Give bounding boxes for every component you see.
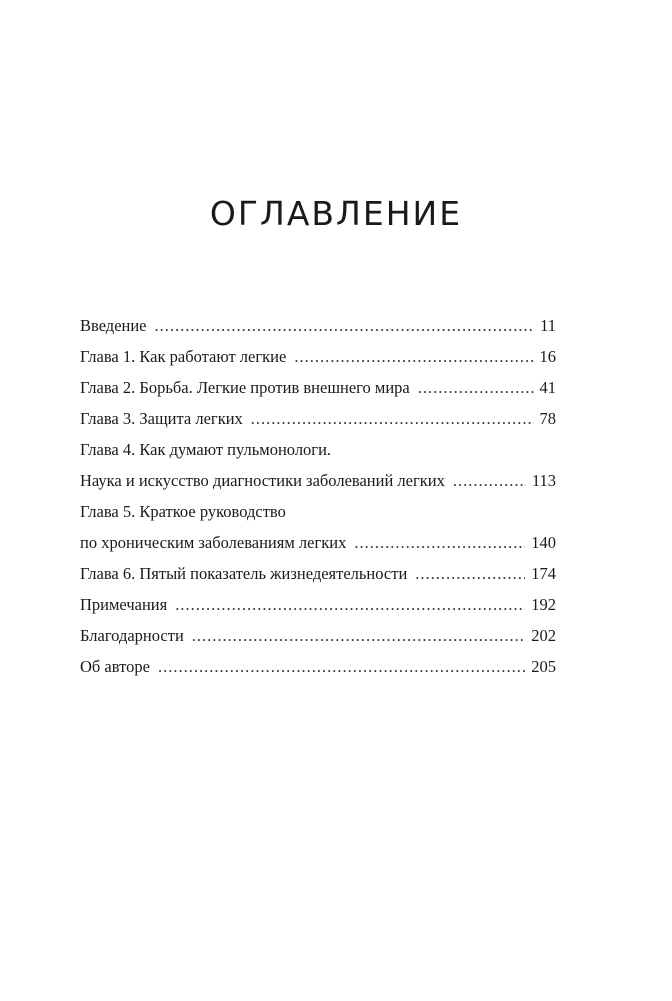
table-of-contents — [80, 310, 556, 682]
dot-leader — [415, 558, 525, 589]
toc-entry-title-line-2: по хроническим заболеваниям легких — [80, 533, 347, 552]
toc-entry-title: Благодарности — [80, 626, 184, 645]
toc-entry-title: Глава 6. Пятый показатель жизнедеятельности — [80, 564, 408, 583]
dot-leader — [175, 589, 525, 620]
toc-entry-acknowledgements[interactable] — [80, 620, 556, 651]
toc-entry-chapter-4[interactable] — [80, 434, 556, 496]
toc-entry-page: 205 — [531, 657, 556, 676]
toc-entry-notes[interactable] — [80, 589, 556, 620]
dot-leader — [192, 620, 525, 651]
toc-entry-chapter-2[interactable] — [80, 372, 556, 403]
toc-entry-about-author[interactable] — [80, 651, 556, 682]
dot-leader — [155, 310, 535, 341]
toc-entry-page: 41 — [539, 378, 556, 397]
dot-leader — [158, 651, 525, 682]
toc-entry-page: 202 — [531, 626, 556, 645]
toc-entry-page: 174 — [531, 564, 556, 583]
dot-leader — [251, 403, 534, 434]
toc-entry-page: 113 — [531, 471, 556, 490]
toc-entry-title-line-1: Глава 4. Как думают пульмонологи. — [80, 440, 332, 459]
toc-entry-chapter-5[interactable] — [80, 496, 556, 558]
toc-entry-introduction[interactable] — [80, 310, 556, 341]
toc-entry-title: Примечания — [80, 595, 168, 614]
toc-entry-title-line-1: Глава 5. Краткое руководство — [80, 502, 286, 521]
page-title: ОГЛАВЛЕНИЕ — [209, 194, 463, 234]
toc-entry-chapter-1[interactable] — [80, 341, 556, 372]
toc-entry-title: Об авторе — [80, 657, 150, 676]
toc-entry-page: 140 — [531, 533, 556, 552]
dot-leader — [453, 465, 526, 496]
toc-entry-page: 192 — [531, 595, 556, 614]
toc-entry-chapter-6[interactable] — [80, 558, 556, 589]
dot-leader — [294, 341, 533, 372]
toc-entry-page: 16 — [539, 347, 556, 366]
dot-leader — [418, 372, 534, 403]
toc-entry-title-line-2: Наука и искусство диагностики заболеваний легких — [80, 471, 445, 490]
toc-entry-title: Глава 3. Защита легких — [80, 409, 243, 428]
dot-leader — [354, 527, 525, 558]
toc-entry-chapter-3[interactable] — [80, 403, 556, 434]
toc-entry-page: 78 — [539, 409, 556, 428]
toc-entry-title: Введение — [80, 316, 147, 335]
toc-entry-title: Глава 1. Как работают легкие — [80, 347, 287, 366]
toc-entry-title: Глава 2. Борьба. Легкие против внешнего мира — [80, 378, 410, 397]
toc-entry-page: 11 — [540, 316, 556, 335]
